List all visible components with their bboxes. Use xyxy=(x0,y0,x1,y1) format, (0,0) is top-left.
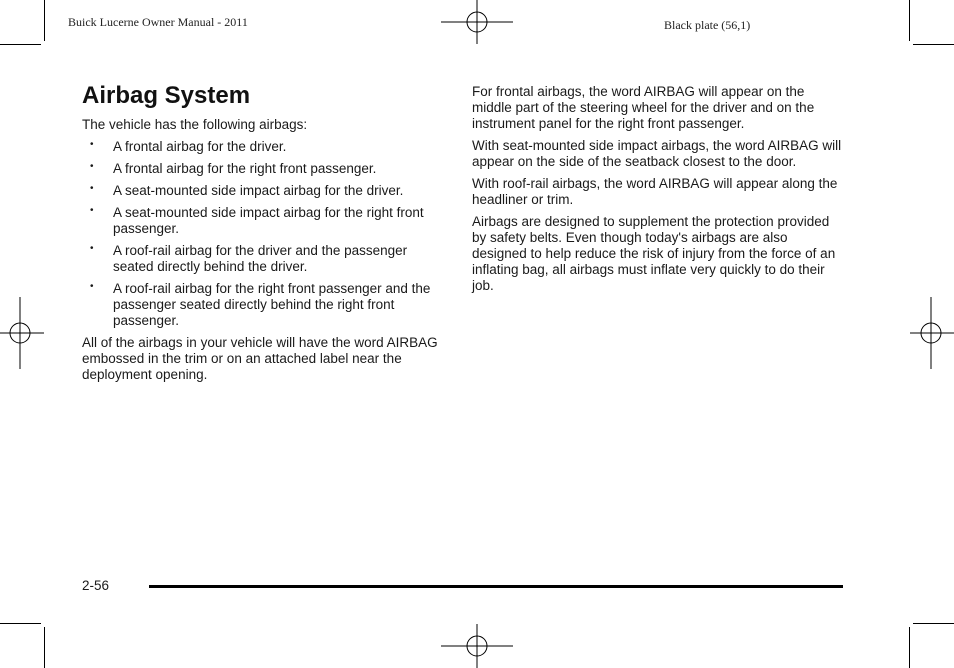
registration-mark-top xyxy=(441,0,513,48)
bullet-icon: • xyxy=(90,243,94,254)
frontal-airbag-paragraph: For frontal airbags, the word AIRBAG will appear on the middle part of the steering wheel for the driver and on the instrument panel for the right front passenger. xyxy=(472,84,815,131)
list-item xyxy=(82,183,450,199)
list-item-text: A seat-mounted side impact airbag for the right front passenger. xyxy=(113,205,424,236)
crop-mark-top-left-vertical xyxy=(44,0,45,41)
list-item-text: A roof-rail airbag for the driver and the passenger seated directly behind the driver. xyxy=(113,243,408,274)
bullet-icon: • xyxy=(90,281,94,292)
crop-mark-bottom-left-horizontal xyxy=(0,623,41,624)
list-item-text: A roof-rail airbag for the right front passenger and the passenger seated directly behind the right front passenger. xyxy=(113,281,431,328)
list-item xyxy=(82,243,450,275)
list-item xyxy=(82,205,450,237)
crop-mark-bottom-left-vertical xyxy=(44,627,45,668)
registration-mark-bottom xyxy=(441,624,513,668)
left-column xyxy=(82,117,450,389)
crop-mark-top-right-horizontal xyxy=(913,44,954,45)
footer-rule xyxy=(149,585,843,588)
bullet-icon: • xyxy=(90,161,94,172)
bullet-icon: • xyxy=(90,183,94,194)
header-document-title: Buick Lucerne Owner Manual - 2011 xyxy=(68,15,248,29)
bullet-icon: • xyxy=(90,205,94,216)
list-item xyxy=(82,139,450,155)
page-number: 2-56 xyxy=(82,578,110,593)
supplement-paragraph: Airbags are designed to supplement the protection provided by safety belts. Even though today's airbags are also designed to help reduce the risk of injury from the force of an inflating bag, all airbags must inflate very quickly to do their job. xyxy=(472,214,836,293)
embossing-paragraph: All of the airbags in your vehicle will have the word AIRBAG embossed in the trim or on an attached label near the deployment opening. xyxy=(82,335,438,382)
roof-rail-paragraph: With roof-rail airbags, the word AIRBAG will appear along the headliner or trim. xyxy=(472,176,838,207)
side-impact-paragraph: With seat-mounted side impact airbags, the word AIRBAG will appear on the side of the seatback closest to the door. xyxy=(472,138,842,169)
airbag-list xyxy=(82,139,450,329)
right-column xyxy=(472,84,844,300)
header-plate-info: Black plate (56,1) xyxy=(664,18,751,32)
crop-mark-top-right-vertical xyxy=(909,0,910,41)
list-item xyxy=(82,281,450,329)
crop-mark-top-left-horizontal xyxy=(0,44,41,45)
bullet-icon: • xyxy=(90,139,94,150)
list-item xyxy=(82,161,450,177)
registration-mark-right xyxy=(910,297,954,369)
crop-mark-bottom-right-horizontal xyxy=(913,623,954,624)
crop-mark-bottom-right-vertical xyxy=(909,627,910,668)
list-item-text: A frontal airbag for the driver. xyxy=(113,139,287,154)
list-item-text: A seat-mounted side impact airbag for the driver. xyxy=(113,183,404,198)
section-title: Airbag System xyxy=(82,82,251,109)
registration-mark-left xyxy=(0,297,44,369)
intro-paragraph: The vehicle has the following airbags: xyxy=(82,117,308,132)
list-item-text: A frontal airbag for the right front passenger. xyxy=(113,161,377,176)
